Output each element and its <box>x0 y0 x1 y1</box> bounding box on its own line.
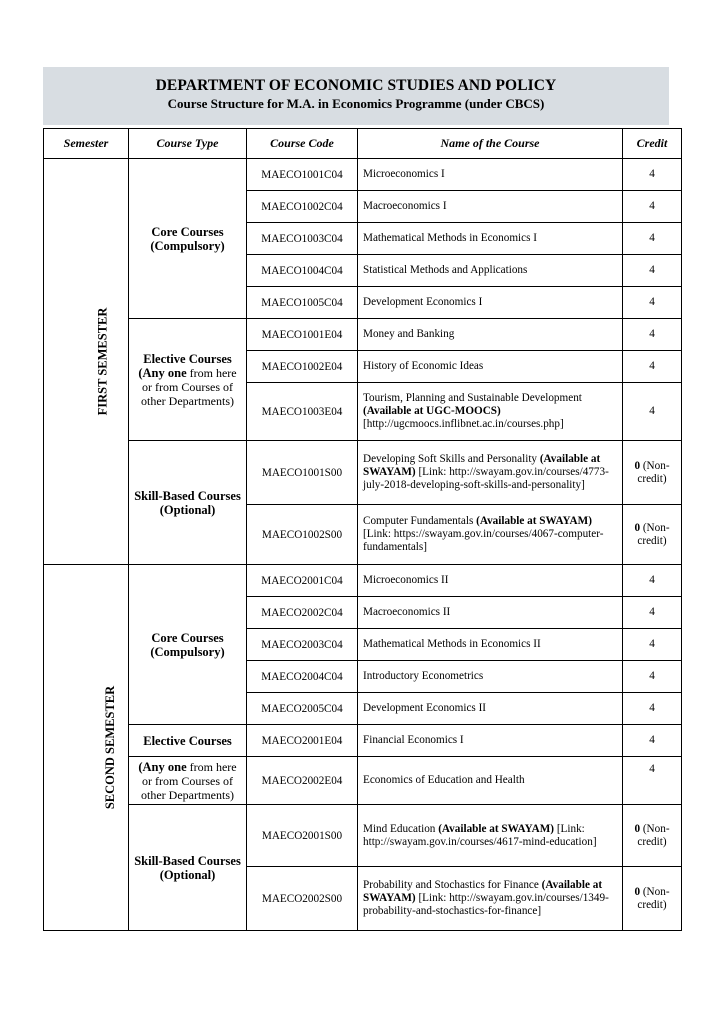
course-credit: 4 <box>623 351 682 383</box>
course-code: MAECO1002C04 <box>247 191 358 223</box>
course-name <box>358 805 623 867</box>
course-name <box>358 505 623 565</box>
course-code: MAECO1001S00 <box>247 441 358 505</box>
course-credit: 4 <box>623 191 682 223</box>
document-title: DEPARTMENT OF ECONOMIC STUDIES AND POLICY <box>155 77 557 94</box>
course-structure-table <box>43 128 682 931</box>
course-type-skill <box>129 805 247 931</box>
table-row <box>44 565 682 597</box>
course-type-title: Core Courses <box>151 630 224 645</box>
course-type-subtitle: (Optional) <box>159 502 216 517</box>
course-link: [Link: https://swayam.gov.in/courses/4067-computer-fundamentals] <box>363 528 604 553</box>
course-code: MAECO1003C04 <box>247 223 358 255</box>
credit-value: 0 <box>634 822 641 835</box>
credit-note: (Non-credit) <box>637 822 670 848</box>
table-row <box>44 319 682 351</box>
course-code: MAECO2005C04 <box>247 693 358 725</box>
course-code: MAECO1005C04 <box>247 287 358 319</box>
course-credit: 4 <box>623 693 682 725</box>
course-name-text: Computer Fundamentals <box>363 515 477 527</box>
course-code: MAECO1001C04 <box>247 159 358 191</box>
semester-label: FIRST SEMESTER <box>95 307 110 416</box>
course-code: MAECO2004C04 <box>247 661 358 693</box>
course-type-title: Elective Courses <box>143 351 232 366</box>
semester-cell-first <box>44 159 129 565</box>
course-credit: 4 <box>623 757 682 805</box>
course-code: MAECO1002E04 <box>247 351 358 383</box>
course-type-title: Skill-Based Courses <box>134 853 241 868</box>
table-row <box>44 441 682 505</box>
credit-value: 0 <box>634 521 641 534</box>
document-subtitle: Course Structure for M.A. in Economics Programme (under CBCS) <box>167 96 545 111</box>
course-name: Financial Economics I <box>358 725 623 757</box>
course-type-core <box>129 159 247 319</box>
course-link: [Link: http://swayam.gov.in/courses/4617-mind-education] <box>363 822 597 848</box>
course-credit: 4 <box>623 565 682 597</box>
course-name: Mathematical Methods in Economics I <box>358 223 623 255</box>
course-type-subtitle: (Compulsory) <box>150 644 225 659</box>
table-header-row <box>44 129 682 159</box>
credit-value: 0 <box>634 885 641 898</box>
course-type-title: Core Courses <box>151 224 224 239</box>
course-type-elective-note-cell <box>129 757 247 805</box>
course-type-title: Skill-Based Courses <box>134 488 241 503</box>
course-code: MAECO2002E04 <box>247 757 358 805</box>
course-name <box>358 441 623 505</box>
course-code: MAECO2003C04 <box>247 629 358 661</box>
course-name-text: Probability and Stochastics for Finance <box>363 879 542 891</box>
availability-note: (Available at UGC-MOOCS) <box>363 405 501 417</box>
course-name-text: Tourism, Planning and Sustainable Development <box>363 392 582 404</box>
course-credit <box>623 441 682 505</box>
course-type-subtitle: (Optional) <box>159 867 216 882</box>
course-type-core <box>129 565 247 725</box>
course-name: Economics of Education and Health <box>358 757 623 805</box>
course-credit: 4 <box>623 725 682 757</box>
credit-note: (Non-credit) <box>637 521 670 547</box>
course-name: Statistical Methods and Applications <box>358 255 623 287</box>
course-code: MAECO1002S00 <box>247 505 358 565</box>
table-row <box>44 805 682 867</box>
course-name: Macroeconomics II <box>358 597 623 629</box>
course-type-subtitle: (Compulsory) <box>150 238 225 253</box>
course-credit: 4 <box>623 597 682 629</box>
course-link: [Link: http://swayam.gov.in/courses/4773-july-2018-developing-soft-skills-and-personality] <box>363 466 609 491</box>
table-row <box>44 159 682 191</box>
column-header-course-code: Course Code <box>247 129 358 159</box>
course-credit: 4 <box>623 383 682 441</box>
table-row <box>44 725 682 757</box>
course-credit: 4 <box>623 661 682 693</box>
course-code: MAECO2001C04 <box>247 565 358 597</box>
course-name: Microeconomics II <box>358 565 623 597</box>
availability-note: (Available at SWAYAM) <box>363 879 603 904</box>
column-header-course-type: Course Type <box>129 129 247 159</box>
course-credit: 4 <box>623 223 682 255</box>
column-header-semester: Semester <box>44 129 129 159</box>
course-name: History of Economic Ideas <box>358 351 623 383</box>
document-header <box>43 67 669 125</box>
course-type-elective <box>129 319 247 441</box>
course-credit: 4 <box>623 629 682 661</box>
course-credit: 4 <box>623 319 682 351</box>
course-code: MAECO1003E04 <box>247 383 358 441</box>
course-name: Development Economics I <box>358 287 623 319</box>
availability-note: (Available at SWAYAM) <box>363 453 601 478</box>
course-credit: 4 <box>623 159 682 191</box>
availability-note: (Available at SWAYAM) <box>438 822 555 835</box>
course-code: MAECO1004C04 <box>247 255 358 287</box>
course-credit <box>623 505 682 565</box>
semester-cell-second <box>44 565 129 931</box>
course-code: MAECO1001E04 <box>247 319 358 351</box>
course-name-text: Developing Soft Skills and Personality <box>363 453 540 465</box>
credit-note: (Non-credit) <box>637 459 670 485</box>
course-name: Introductory Econometrics <box>358 661 623 693</box>
semester-label: SECOND SEMESTER <box>103 685 118 810</box>
course-type-subtitle: from here or from Courses of other Departments) <box>141 759 237 802</box>
course-link: [Link: http://swayam.gov.in/courses/1349-probability-and-stochastics-for-finance] <box>363 892 609 917</box>
column-header-course-name: Name of the Course <box>358 129 623 159</box>
course-type-elective-title-cell <box>129 725 247 757</box>
availability-note: (Available at SWAYAM) <box>476 515 592 527</box>
course-name: Money and Banking <box>358 319 623 351</box>
course-credit <box>623 805 682 867</box>
course-type-subtitle: from here or from Courses of other Departments) <box>141 365 237 408</box>
course-code: MAECO2001S00 <box>247 805 358 867</box>
column-header-credit: Credit <box>623 129 682 159</box>
course-code: MAECO2002C04 <box>247 597 358 629</box>
course-credit: 4 <box>623 255 682 287</box>
course-type-subtitle-bold: (Any one <box>138 365 187 380</box>
course-credit: 4 <box>623 287 682 319</box>
course-code: MAECO2002S00 <box>247 867 358 931</box>
credit-value: 0 <box>634 459 641 472</box>
course-name: Macroeconomics I <box>358 191 623 223</box>
course-name <box>358 867 623 931</box>
course-credit <box>623 867 682 931</box>
course-name-text: Mind Education <box>363 822 439 835</box>
course-link: [http://ugcmoocs.inflibnet.ac.in/courses.php] <box>363 418 564 430</box>
course-type-subtitle-bold: (Any one <box>138 759 187 774</box>
course-code: MAECO2001E04 <box>247 725 358 757</box>
credit-note: (Non-credit) <box>637 885 670 911</box>
course-type-title: Elective Courses <box>143 733 232 748</box>
table-row <box>44 757 682 805</box>
course-name: Mathematical Methods in Economics II <box>358 629 623 661</box>
course-name <box>358 383 623 441</box>
course-type-skill <box>129 441 247 565</box>
course-name: Development Economics II <box>358 693 623 725</box>
course-name: Microeconomics I <box>358 159 623 191</box>
